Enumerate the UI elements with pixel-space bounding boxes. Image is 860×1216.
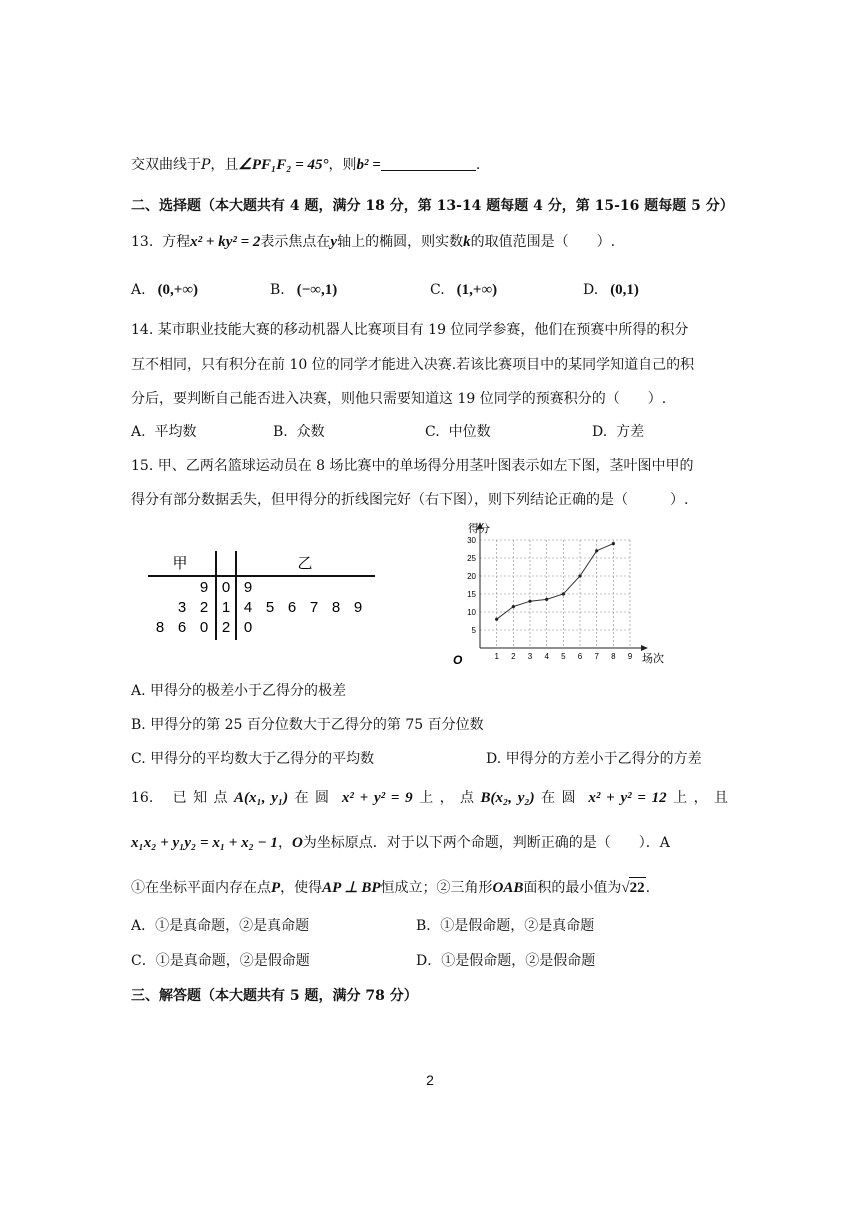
- q14-option-d[interactable]: [592, 422, 644, 442]
- origin-label: O: [453, 653, 463, 667]
- point-b: B(x₂, y₂): [480, 790, 535, 806]
- option-text: (−∞,1): [296, 282, 338, 298]
- y-tick-label: 30: [467, 536, 476, 545]
- circle-1: x² + y² = 9: [341, 790, 413, 806]
- point-a: A(x₁, y₁): [233, 790, 289, 806]
- question-number: 13.: [131, 234, 154, 250]
- text: 表示焦点在: [260, 234, 331, 250]
- text: ，则: [328, 157, 357, 173]
- text: 上 ， 点: [419, 790, 475, 806]
- text: ，且: [210, 157, 239, 173]
- left-header: 甲: [172, 555, 188, 572]
- text: 轴上的椭圆，则实数: [337, 234, 464, 250]
- data-point: [528, 600, 531, 603]
- q16-option-b[interactable]: B．①是假命题，②是真命题: [416, 918, 595, 934]
- q12-continuation: 交双曲线于P，且∠PF₁F₂ = 45°，则b² = .: [131, 157, 481, 173]
- right-leaf: 4: [243, 599, 253, 616]
- right-leaf: 0: [243, 619, 253, 636]
- data-point: [578, 574, 581, 577]
- equation: x² + ky² = 2: [190, 234, 261, 250]
- q15-line-1: 15. 甲、乙两名篮球运动员在 8 场比赛中的单场得分用茎叶图表示如左下图，茎叶图中甲的: [131, 458, 694, 474]
- page-number: 2: [426, 1072, 434, 1088]
- x-tick-label: 9: [627, 652, 633, 661]
- stem: 1: [221, 599, 231, 616]
- y-tick-label: 25: [467, 554, 476, 563]
- x-axis-arrow: [641, 645, 648, 651]
- q16-option-d[interactable]: D．①是假命题，②是假命题: [416, 953, 596, 969]
- x-tick-label: 2: [511, 652, 516, 661]
- q14-line-2: 互不相同，只有积分在前 10 位的同学才能进入决赛.若该比赛项目中的某同学知道自己的积: [131, 357, 695, 373]
- text: ①在坐标平面内存在点: [131, 880, 271, 896]
- question-number: 16.: [131, 790, 154, 806]
- right-leaf: 6: [287, 599, 297, 616]
- x-tick-label: 3: [527, 652, 533, 661]
- answer-blank[interactable]: [381, 156, 476, 171]
- x-tick-label: 4: [544, 652, 549, 661]
- angle-expr: ∠PF₁F₂ = 45°: [238, 157, 329, 173]
- option-letter: B.: [270, 282, 285, 298]
- q13-option-a[interactable]: [131, 280, 198, 300]
- sqrt-value: 22: [629, 877, 646, 898]
- data-point: [545, 598, 548, 601]
- text: 在 圆: [541, 790, 576, 806]
- right-leaf: 7: [309, 599, 319, 616]
- text: ，: [277, 835, 292, 851]
- stem: 2: [221, 619, 231, 636]
- stem: 0: [221, 579, 231, 596]
- left-leaf: 8: [155, 619, 165, 636]
- data-point: [595, 549, 598, 552]
- y-tick-label: 15: [467, 590, 476, 599]
- q14-option-a[interactable]: [131, 422, 196, 442]
- left-leaf: 0: [199, 619, 209, 636]
- text: 交双曲线于: [131, 157, 201, 173]
- q15-option-b[interactable]: B. 甲得分的第 25 百分位数大于乙得分的第 75 百分位数: [131, 717, 484, 733]
- option-letter: D.: [592, 424, 608, 440]
- x-tick-label: 6: [577, 652, 583, 661]
- text: 在 圆: [294, 790, 330, 806]
- stem-leaf-plot: [140, 548, 390, 643]
- perp-expr: AP ⊥ BP: [322, 880, 381, 896]
- y-axis-label: 得分: [468, 523, 490, 535]
- condition-expr: x₁x₂ + y₁y₂ = x₁ + x₂ − 1: [131, 835, 278, 851]
- x-tick-label: 5: [561, 652, 566, 661]
- option-letter: A.: [131, 424, 146, 440]
- left-leaf: 6: [177, 619, 187, 636]
- left-leaf: 9: [199, 579, 209, 596]
- text: 上 ， 且: [673, 790, 729, 806]
- option-letter: D.: [583, 282, 599, 298]
- right-header: 乙: [297, 555, 313, 572]
- triangle-oab: OAB: [492, 880, 524, 896]
- y-tick-label: 5: [471, 626, 476, 635]
- q15-line-2: 得分有部分数据丢失，但甲得分的折线图完好（右下图），则下列结论正确的是（ ）.: [131, 492, 689, 508]
- section3-heading: 三、解答题（本大题共有 5 题，满分 78 分）: [131, 988, 418, 1004]
- right-leaf: 9: [353, 599, 363, 616]
- y-tick-label: 20: [467, 572, 476, 581]
- q15-option-d[interactable]: D. 甲得分的方差小于乙得分的方差: [486, 751, 702, 767]
- option-text: (0,1): [610, 282, 639, 298]
- var-o: O: [291, 835, 303, 851]
- text: 面积的最小值为: [523, 880, 622, 896]
- right-leaf: 8: [331, 599, 341, 616]
- q14-line-1: 14. 某市职业技能大赛的移动机器人比赛项目有 19 位同学参赛，他们在预赛中所得的积分: [131, 322, 689, 338]
- text: 已 知 点: [172, 790, 228, 806]
- text: 方程: [162, 234, 191, 250]
- option-text: 方差: [616, 424, 645, 440]
- q15-option-c[interactable]: C. 甲得分的平均数大于乙得分的平均数: [131, 751, 375, 767]
- text: 恒成立；②三角形: [380, 880, 493, 896]
- q16-line-2: [131, 833, 670, 853]
- option-letter: C.: [430, 282, 445, 298]
- text: 的取值范围是（ ）.: [470, 234, 616, 250]
- data-point: [612, 542, 615, 545]
- q14-option-b[interactable]: [273, 422, 325, 442]
- option-text: (0,+∞): [157, 282, 199, 298]
- b2-expr: b² =: [356, 157, 381, 173]
- q16-line-3: ①在坐标平面内存在点P，使得AP ⊥ BP恒成立；②三角形OAB面积的最小值为√22.: [131, 877, 650, 898]
- q13-option-c[interactable]: [430, 280, 497, 300]
- x-tick-label: 1: [494, 652, 499, 661]
- left-leaf: 2: [199, 599, 209, 616]
- left-leaf: 3: [177, 599, 187, 616]
- line-chart: [440, 518, 680, 668]
- option-letter: B.: [273, 424, 288, 440]
- data-point: [512, 605, 515, 608]
- x-tick-label: 8: [611, 652, 616, 661]
- right-leaf: 5: [265, 599, 275, 616]
- data-point: [495, 618, 498, 621]
- option-text: (1,+∞): [456, 282, 498, 298]
- option-text: 中位数: [448, 424, 491, 440]
- circle-2: x² + y² = 12: [588, 790, 667, 806]
- var-p: P: [271, 880, 281, 896]
- x-tick-label: 7: [594, 652, 599, 661]
- option-letter: A.: [131, 282, 146, 298]
- text: 为坐标原点．对于以下两个命题，判断正确的是（ ）．A: [302, 835, 670, 851]
- q14-line-3: 分后，要判断自己能否进入决赛，则他只需要知道这 19 位同学的预赛积分的（ ）.: [131, 391, 667, 407]
- text: ，使得: [280, 880, 323, 896]
- q16-line-1: [131, 788, 728, 808]
- x-axis-label: 场次: [642, 653, 664, 665]
- var-k: k: [463, 234, 471, 250]
- var-p: P: [201, 157, 211, 173]
- right-leaf: 9: [243, 579, 253, 596]
- q15-option-a[interactable]: A. 甲得分的极差小于乙得分的极差: [131, 683, 347, 699]
- var-y: y: [330, 234, 338, 250]
- q13-option-d[interactable]: [583, 280, 639, 300]
- option-letter: C.: [425, 424, 440, 440]
- q14-option-c[interactable]: [425, 422, 491, 442]
- option-text: 众数: [296, 424, 325, 440]
- q13-option-b[interactable]: [270, 280, 337, 300]
- q13-stem: [131, 232, 615, 252]
- y-tick-label: 10: [467, 608, 476, 617]
- text: .: [645, 880, 651, 896]
- data-point: [562, 592, 565, 595]
- q16-option-c[interactable]: C．①是真命题，②是假命题: [131, 953, 310, 969]
- q16-option-a[interactable]: A．①是真命题，②是真命题: [131, 918, 310, 934]
- section2-heading: 二、选择题（本大题共有 4 题，满分 18 分，第 13-14 题每题 4 分，第 15-16 题每题 5 分）: [131, 198, 734, 214]
- option-text: 平均数: [154, 424, 197, 440]
